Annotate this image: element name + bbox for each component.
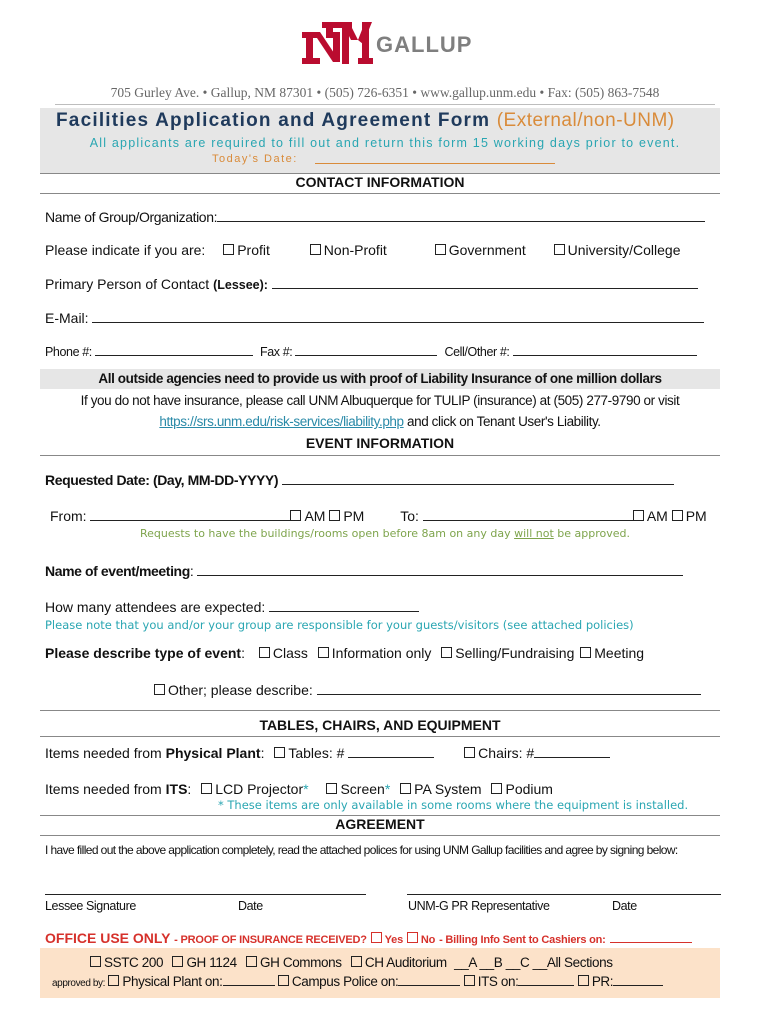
plant-prefix: Items needed from — [45, 745, 166, 761]
other-field[interactable] — [317, 682, 701, 695]
its-label: ITS — [165, 781, 188, 797]
chairs-option[interactable]: Chairs: # — [464, 745, 534, 761]
tables-option[interactable]: Tables: # — [274, 745, 344, 761]
insurance-notice: All outside agencies need to provide us with proof of Liability Insurance of one million dollars — [98, 371, 662, 386]
chairs-field[interactable] — [534, 745, 610, 758]
event-name-label: Name of event/meeting — [45, 563, 190, 579]
rep-date-label: Date — [612, 899, 637, 913]
approved-by-label: approved by: — [52, 978, 106, 989]
checkbox-icon — [154, 684, 165, 695]
its-row: Items needed from ITS: LCD Projector* Screen* PA System Podium — [45, 781, 553, 797]
fax-field[interactable] — [295, 343, 437, 356]
billing-field[interactable] — [610, 930, 692, 943]
proof-label: - PROOF OF INSURANCE RECEIVED? — [174, 934, 367, 946]
email-row — [45, 310, 704, 326]
type-other[interactable]: Other; please describe: — [154, 682, 313, 698]
checkbox-icon — [318, 647, 329, 658]
equipment-note: * These items are only available in some rooms where the equipment is installed. — [218, 798, 689, 812]
checkbox-icon — [464, 975, 475, 986]
event-name-row: Name of event/meeting: — [45, 563, 683, 579]
address-line: 705 Gurley Ave. • Gallup, NM 87301 • (505) 726-6351 • www.gallup.unm.edu • Fax: (505) 863-7548 — [110, 85, 660, 100]
checkbox-icon — [435, 244, 446, 255]
checkbox-icon — [407, 932, 418, 943]
approval-plant[interactable]: Physical Plant on: — [108, 974, 222, 989]
to-field[interactable] — [423, 508, 633, 521]
cell-label: Cell/Other #: — [444, 345, 510, 359]
type-class[interactable]: Class — [259, 645, 308, 661]
lessee-date-label: Date — [238, 899, 263, 913]
form-subtitle: All applicants are required to fill out and return this form 15 working days prior to event. — [89, 136, 681, 150]
checkbox-icon — [90, 956, 101, 967]
rep-signature-line[interactable] — [407, 894, 721, 895]
checkbox-icon — [108, 975, 119, 986]
divider — [40, 455, 720, 456]
divider — [40, 736, 720, 737]
checkbox-icon — [464, 747, 475, 758]
lessee-signature-line[interactable] — [45, 894, 366, 895]
proof-no[interactable]: No — [407, 934, 435, 946]
phone-field[interactable] — [95, 343, 253, 356]
divider — [40, 835, 720, 836]
requested-date-label: Requested Date: (Day, MM-DD-YYYY) — [45, 472, 279, 488]
office-use-label: OFFICE USE ONLY — [45, 930, 171, 946]
fax-label: Fax #: — [260, 345, 293, 359]
event-type-label: Please describe type of event — [45, 645, 242, 661]
billing-label: - Billing Info Sent to Cashiers on: — [439, 934, 606, 946]
option-university[interactable]: University/College — [554, 242, 681, 258]
to-label: To: — [400, 508, 419, 524]
checkbox-icon — [351, 956, 362, 967]
tables-field[interactable] — [348, 745, 434, 758]
address-divider — [55, 104, 715, 105]
brand-name: GALLUP — [376, 32, 473, 57]
checkbox-icon — [371, 932, 382, 943]
checkbox-icon — [259, 647, 270, 658]
checkbox-icon — [554, 244, 565, 255]
agreement-heading: AGREEMENT — [335, 816, 425, 832]
pa-option[interactable]: PA System — [400, 781, 481, 797]
primary-field[interactable] — [272, 276, 698, 289]
todays-date-label: Today's Date: — [212, 153, 298, 165]
primary-row — [45, 276, 698, 292]
agreement-text: I have filled out the above application completely, read the attached polices for using UNM Gallup facilities and agree by signing below: — [45, 843, 678, 857]
time-row — [50, 508, 707, 524]
rep-label: UNM-G PR Representative — [408, 899, 550, 913]
group-label: Name of Group/Organization: — [45, 209, 218, 225]
option-profit[interactable]: Profit — [223, 242, 270, 258]
event-name-field[interactable] — [197, 563, 683, 576]
option-nonprofit[interactable]: Non-Profit — [310, 242, 387, 258]
date-row — [45, 472, 674, 488]
email-label: E-Mail: — [45, 310, 89, 326]
its-prefix: Items needed from — [45, 781, 166, 797]
checkbox-icon[interactable] — [633, 510, 644, 521]
type-selling[interactable]: Selling/Fundraising — [441, 645, 574, 661]
insurance-call: If you do not have insurance, please call UNM Albuquerque for TULIP (insurance) at (505) 277-9790 or visit — [80, 393, 680, 408]
pm-label: PM — [685, 508, 707, 524]
guests-note: Please note that you and/or your group are responsible for your guests/visitors (see attached policies) — [45, 618, 634, 632]
lessee-signature-label: Lessee Signature — [45, 899, 136, 913]
other-row — [154, 682, 701, 698]
phone-label: Phone #: — [45, 345, 92, 359]
type-information[interactable]: Information only — [318, 645, 432, 661]
from-field[interactable] — [90, 508, 290, 521]
indicate-label: Please indicate if you are: — [45, 242, 206, 258]
checkbox-icon — [310, 244, 321, 255]
checkbox-icon — [278, 975, 289, 986]
type-meeting[interactable]: Meeting — [580, 645, 644, 661]
option-government[interactable]: Government — [435, 242, 526, 258]
form-title-tag: (External/non-UNM) — [496, 110, 675, 131]
indicate-row — [45, 242, 680, 258]
requested-date-field[interactable] — [282, 472, 674, 485]
checkbox-icon — [441, 647, 452, 658]
checkbox-icon — [172, 956, 183, 967]
proof-yes[interactable]: Yes — [371, 934, 403, 946]
checkbox-icon[interactable] — [290, 510, 301, 521]
contact-heading: CONTACT INFORMATION — [295, 174, 465, 190]
approval-pr[interactable]: PR: — [578, 974, 613, 989]
checkbox-icon[interactable] — [329, 510, 340, 521]
checkbox-icon — [400, 783, 411, 794]
lessee-label: (Lessee): — [213, 278, 268, 292]
lcd-option[interactable]: LCD Projector* — [201, 781, 308, 797]
email-field[interactable] — [92, 310, 704, 323]
cell-field[interactable] — [513, 343, 697, 356]
rooms-row — [90, 955, 613, 970]
room-sstc[interactable]: SSTC 200 — [90, 955, 163, 970]
form-title — [56, 110, 675, 132]
group-row — [45, 209, 705, 225]
plant-row: Items needed from Physical Plant: Tables: # Chairs: # — [45, 745, 610, 761]
attendees-field[interactable] — [269, 599, 419, 612]
checkbox-icon — [580, 647, 591, 658]
am-label: AM — [304, 508, 326, 524]
checkbox-icon[interactable] — [672, 510, 683, 521]
liability-link[interactable]: https://srs.unm.edu/risk-services/liability.php — [159, 414, 404, 429]
am-label: AM — [646, 508, 668, 524]
checkbox-icon — [578, 975, 589, 986]
screen-option[interactable]: Screen* — [326, 781, 390, 797]
from-label: From: — [50, 508, 87, 524]
checkbox-icon — [491, 783, 502, 794]
event-heading: EVENT INFORMATION — [305, 435, 455, 451]
primary-label: Primary Person of Contact — [45, 276, 210, 292]
form-title-main: Facilities Application and Agreement Form — [56, 110, 491, 131]
approval-police[interactable]: Campus Police on: — [278, 974, 399, 989]
phone-row — [45, 343, 697, 359]
pr-date-field[interactable] — [613, 973, 663, 986]
room-ghcommons[interactable]: GH Commons — [246, 955, 342, 970]
event-type-row: Please describe type of event: Class Information only Selling/Fundraising Meeting — [45, 645, 645, 661]
group-field[interactable] — [217, 209, 705, 222]
pm-label: PM — [343, 508, 365, 524]
divider — [40, 710, 720, 711]
liability-link-suffix: and click on Tenant User's Liability. — [403, 414, 601, 429]
podium-option[interactable]: Podium — [491, 781, 552, 797]
todays-date-field[interactable] — [315, 163, 555, 164]
sections: __A __B __C __All Sections — [454, 955, 613, 970]
approval-its[interactable]: ITS on: — [464, 974, 519, 989]
plant-label: Physical Plant — [165, 745, 261, 761]
checkbox-icon — [274, 747, 285, 758]
checkbox-icon — [326, 783, 337, 794]
its-date-field[interactable] — [518, 973, 574, 986]
approvals-row — [52, 973, 663, 989]
room-chauditorium[interactable]: CH Auditorium — [351, 955, 447, 970]
checkbox-icon — [246, 956, 257, 967]
room-gh1124[interactable]: GH 1124 — [172, 955, 236, 970]
attendees-label: How many attendees are expected: — [45, 599, 266, 615]
checkbox-icon — [201, 783, 212, 794]
insurance-link-line — [40, 414, 720, 429]
plant-date-field[interactable] — [223, 973, 275, 986]
divider — [40, 193, 720, 194]
office-use-row — [45, 930, 692, 946]
hours-note: Requests to have the buildings/rooms open before 8am on any day will not be approved. — [139, 527, 630, 540]
police-date-field[interactable] — [398, 973, 460, 986]
equipment-heading: TABLES, CHAIRS, AND EQUIPMENT — [259, 717, 501, 733]
checkbox-icon — [223, 244, 234, 255]
attendees-row — [45, 599, 419, 615]
